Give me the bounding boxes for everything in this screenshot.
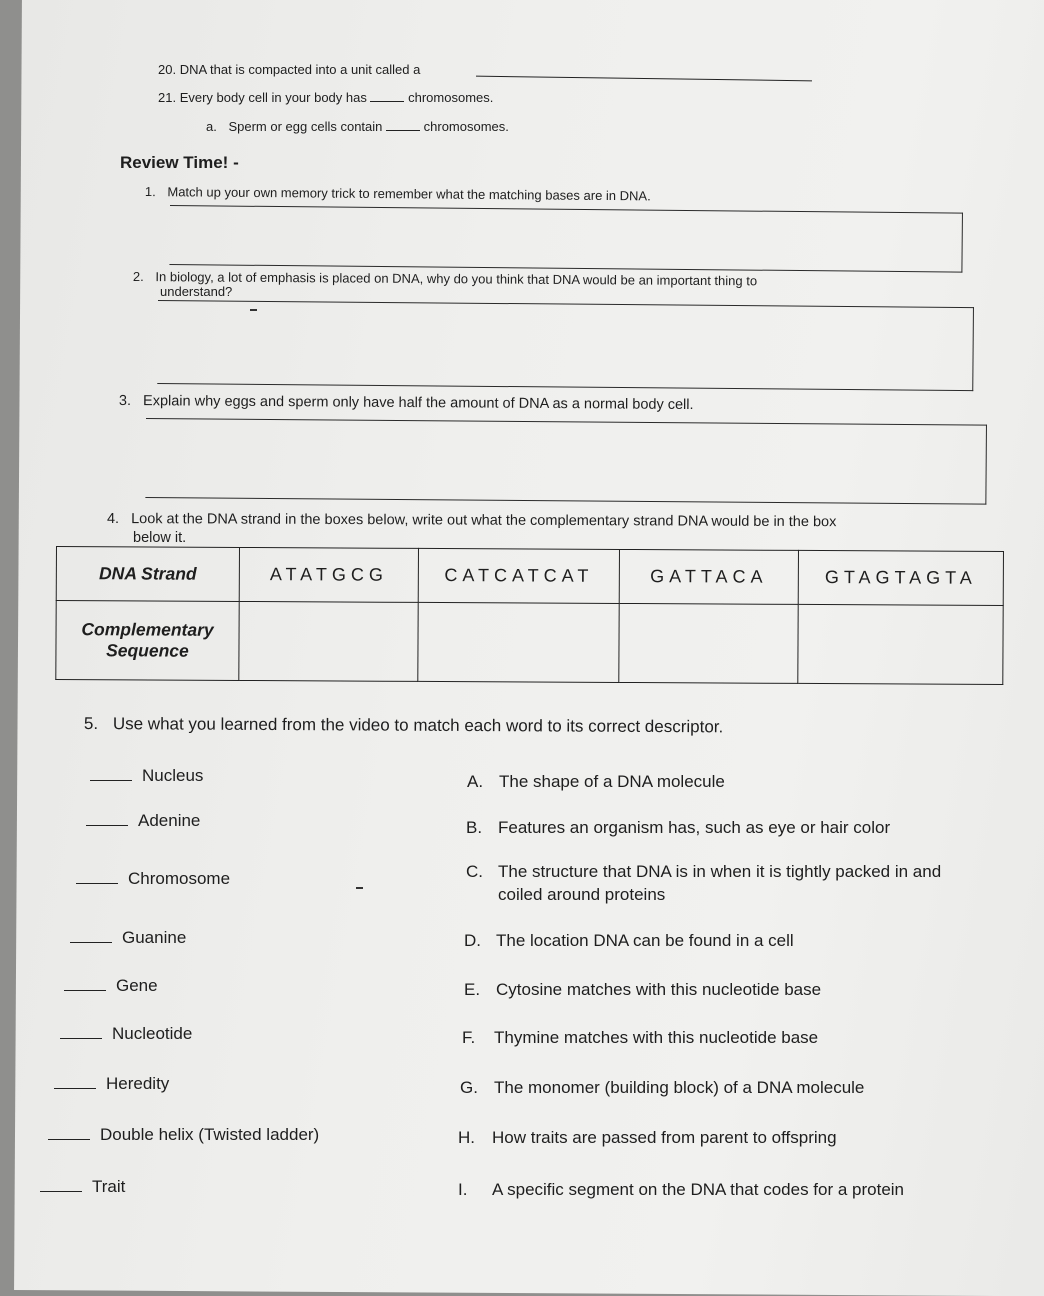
matching-instruction: 5. Use what you learned from the video to match each word to its correct descriptor. — [83, 714, 724, 737]
matching-term: Chromosome — [76, 869, 230, 889]
review-question-3: 3. Explain why eggs and sperm only have half the amount of DNA as a normal body cell. — [118, 393, 694, 414]
review-question-1: 1. Match up your own memory trick to remember what the matching bases are in DNA. — [144, 184, 651, 204]
complementary-row — [56, 601, 1003, 685]
matching-term: Double helix (Twisted ladder) — [48, 1125, 319, 1145]
dna-strand-cell: GTAGTAGTA — [798, 550, 1003, 605]
dna-strand-row — [56, 547, 1003, 606]
stray-mark — [356, 887, 363, 889]
match-answer-blank[interactable] — [76, 883, 118, 884]
dna-strand-table — [55, 546, 1004, 685]
complementary-answer-cell[interactable] — [619, 604, 798, 684]
matching-term: Nucleus — [90, 766, 203, 786]
answer-box-3[interactable] — [145, 418, 987, 505]
matching-descriptor: D. The location DNA can be found in a cell — [464, 931, 794, 950]
match-answer-blank[interactable] — [48, 1139, 90, 1140]
complementary-answer-cell[interactable] — [239, 602, 418, 682]
complementary-answer-cell[interactable] — [418, 603, 619, 683]
match-answer-blank[interactable] — [90, 780, 132, 781]
match-answer-blank[interactable] — [86, 825, 128, 826]
matching-descriptor: I. A specific segment on the DNA that codes for a protein — [458, 1180, 905, 1199]
matching-term: Trait — [40, 1177, 125, 1197]
review-question-4: 4. Look at the DNA strand in the boxes below, write out what the complementary strand DNA would be in the box — [106, 511, 837, 531]
dna-strand-cell: CATCATCAT — [418, 548, 619, 603]
review-heading: Review Time! - — [120, 153, 239, 172]
answer-box-2[interactable] — [157, 300, 974, 391]
matching-descriptor: F. Thymine matches with this nucleotide base — [462, 1028, 819, 1047]
answer-box-1[interactable] — [169, 205, 963, 273]
matching-term: Heredity — [54, 1074, 169, 1094]
matching-term: Guanine — [70, 928, 186, 948]
complementary-answer-cell[interactable] — [798, 605, 1003, 685]
complementary-header: Complementary Sequence — [56, 601, 239, 681]
matching-descriptor: G. The monomer (building block) of a DNA molecule — [460, 1078, 865, 1097]
question-21: 21. Every body cell in your body has chromosomes. — [158, 90, 494, 105]
matching-term: Gene — [64, 976, 158, 996]
match-answer-blank[interactable] — [64, 990, 106, 991]
review-question-2: 2. In biology, a lot of emphasis is placed on DNA, why do you think that DNA would be an important thing to — [132, 269, 758, 289]
matching-descriptor: H. How traits are passed from parent to offspring — [458, 1128, 837, 1147]
matching-term: Adenine — [86, 811, 200, 831]
review-question-4-line2: below it. — [133, 530, 187, 546]
match-answer-blank[interactable] — [54, 1088, 96, 1089]
dna-strand-cell: ATATGCG — [239, 547, 418, 602]
match-answer-blank[interactable] — [60, 1038, 102, 1039]
dna-strand-cell: GATTACA — [619, 549, 798, 604]
question-20: 20. DNA that is compacted into a unit called a — [158, 62, 421, 77]
matching-descriptor: A. The shape of a DNA molecule — [467, 772, 725, 791]
match-answer-blank[interactable] — [70, 942, 112, 943]
answer-blank-21[interactable] — [370, 101, 404, 102]
dna-strand-header: DNA Strand — [56, 547, 239, 602]
question-20-text: DNA that is compacted into a unit called a — [179, 62, 421, 77]
match-answer-blank[interactable] — [40, 1191, 82, 1192]
review-question-2-line2: understand? — [160, 284, 233, 299]
matching-term: Nucleotide — [60, 1024, 192, 1044]
matching-descriptor: B. Features an organism has, such as eye or hair color — [466, 818, 891, 837]
matching-descriptor: C. The structure that DNA is in when it is tightly packed in and — [466, 862, 942, 881]
matching-descriptor: E. Cytosine matches with this nucleotide base — [464, 980, 822, 999]
answer-blank-21a[interactable] — [386, 130, 420, 131]
matching-descriptor-continued: coiled around proteins — [498, 885, 666, 904]
question-21a: a. Sperm or egg cells contain chromosomes. — [206, 119, 509, 134]
